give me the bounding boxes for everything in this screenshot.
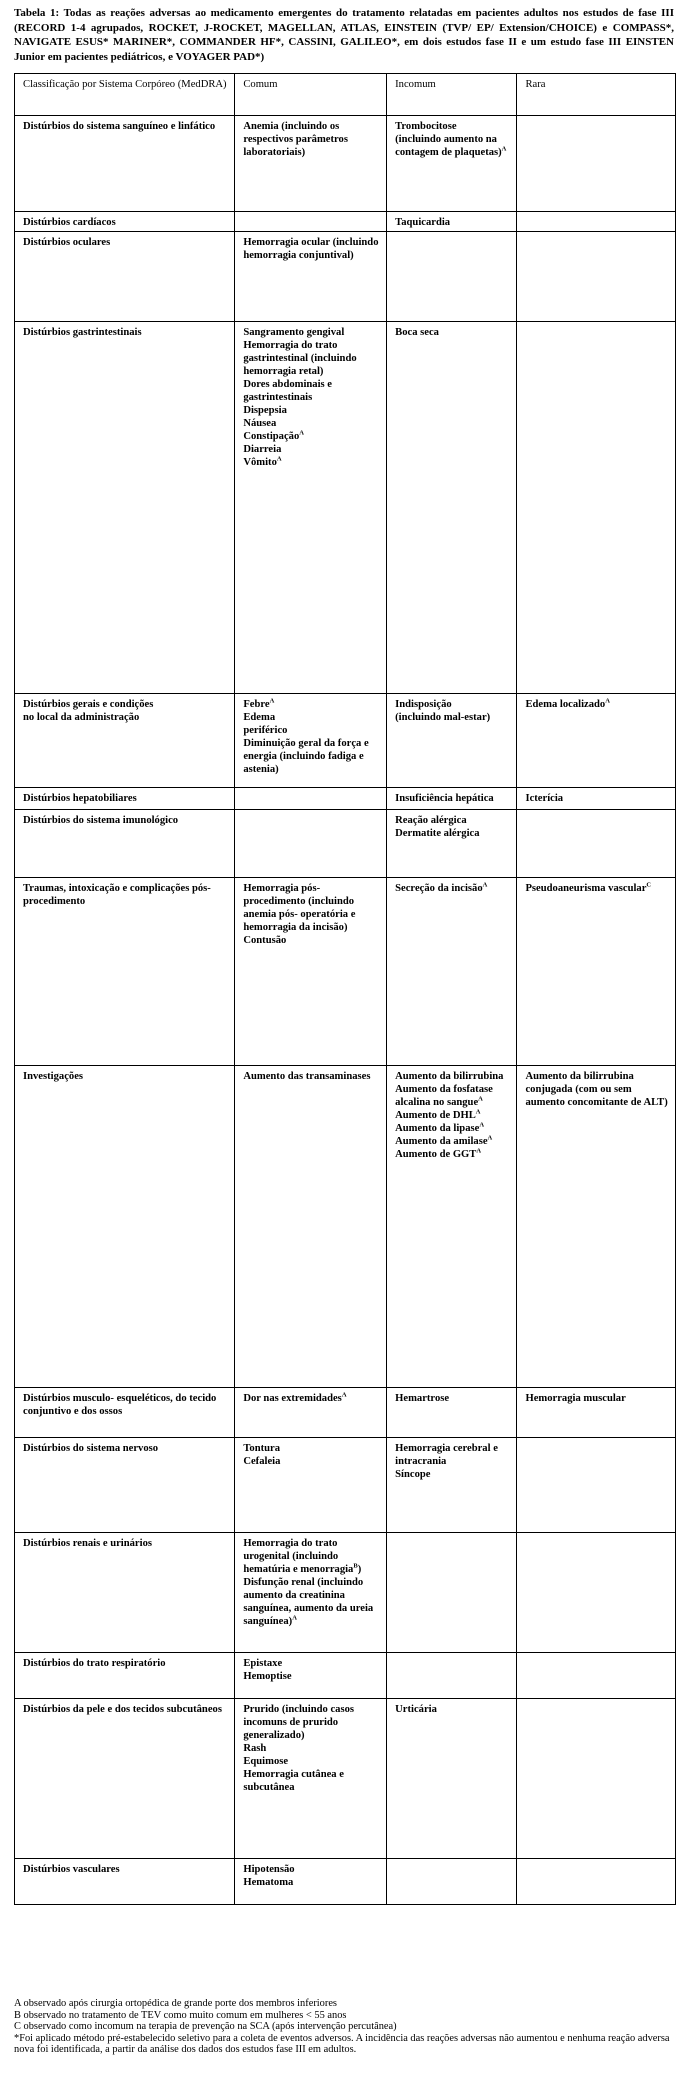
reaction-text: Aumento de DHL [395, 1110, 476, 1121]
reaction-entry [395, 216, 510, 229]
reaction-text: Boca seca [395, 327, 439, 338]
reaction-text: Aumento da fosfatase alcalina no sangue [395, 1084, 493, 1108]
header-incomum: Incomum [387, 74, 517, 116]
comum-cell [235, 1653, 387, 1699]
reaction-entry [243, 1070, 380, 1083]
reaction-entry [395, 1148, 510, 1161]
reaction-entry [243, 236, 380, 262]
reaction-text: Síncope [395, 1469, 431, 1480]
incomum-cell [387, 1699, 517, 1859]
reaction-entry [395, 1392, 510, 1405]
reaction-text: Constipação [243, 431, 300, 442]
incomum-cell [387, 694, 517, 788]
reaction-text: Hematoma [243, 1877, 294, 1888]
footnote-marker: A [482, 881, 488, 889]
footnote-b: B observado no tratamento de TEV como muito comum em mulheres < 55 anos [14, 2009, 347, 2021]
reaction-entry [395, 326, 510, 339]
reaction-entry [395, 1070, 510, 1083]
reaction-entry [243, 1742, 380, 1755]
reaction-text: Reação alérgica [395, 815, 467, 826]
rara-cell [517, 116, 676, 212]
footnote-c: C observado como incomum na terapia de prevenção na SCA (após intervenção percutânea) [14, 2021, 397, 2033]
reaction-entry [395, 120, 510, 133]
reaction-entry [243, 443, 380, 456]
reaction-text: Hemorragia muscular [525, 1393, 626, 1404]
rara-cell [517, 694, 676, 788]
reaction-text: Aumento da bilirrubina conjugada (com ou sem aumento concomitante de ALT) [525, 1071, 668, 1108]
table-row [15, 1438, 676, 1533]
incomum-cell [387, 1653, 517, 1699]
reaction-entry [243, 430, 380, 443]
reaction-entry [243, 1442, 380, 1455]
rara-cell [517, 1388, 676, 1438]
incomum-cell [387, 212, 517, 232]
header-rara: Rara [517, 74, 676, 116]
comum-cell [235, 1388, 387, 1438]
reaction-text: Febre [243, 699, 270, 710]
table-row [15, 788, 676, 810]
footnote-marker: A [501, 145, 507, 153]
soc-cell [15, 1859, 235, 1905]
reaction-text: Edema localizado [525, 699, 606, 710]
reaction-text: Icterícia [525, 793, 564, 804]
reaction-text: Dispepsia [243, 405, 287, 416]
soc-cell [15, 1066, 235, 1388]
soc-label: Distúrbios cardíacos [23, 217, 116, 228]
soc-label: Distúrbios da pele e dos tecidos subcutâneos [23, 1704, 222, 1715]
reaction-text: Secreção da incisão [395, 883, 483, 894]
header-comum: Comum [235, 74, 387, 116]
footnote-asterisk: *Foi aplicado método pré-estabelecido seletivo para a coleta de eventos adversos. A incidência das reações adversas não aumentou e nenhuma reação adversa nova foi identificada, a partir da análise dos dados dos estudos fase III em adultos. [14, 2032, 670, 2056]
rara-cell [517, 322, 676, 694]
reaction-entry [243, 1768, 380, 1794]
reaction-entry [243, 724, 380, 737]
footnote-marker: A [299, 429, 304, 437]
table-caption: Tabela 1: Todas as reações adversas ao medicamento emergentes do tratamento relatadas em pacientes adultos nos estudos de fase III (RECORD 1-4 agrupados, ROCKET, J-ROCKET, MAGELLAN, ATLAS, EINSTEIN (TVP/ EP/ Extension/CHOICE) e COMPASS*, NAVIGATE ESUS* MARINER*, COMMANDER HF*, CASSINI, GALILEO*, em dois estudos fase II e um estudo fase III EINSTEN Junior em pacientes pediátricos, e VOYAGER PAD*) [14, 7, 674, 63]
footnote-marker: A [341, 1391, 347, 1399]
reaction-entry [243, 882, 380, 934]
footnote-marker: A [292, 1614, 297, 1622]
table-row [15, 1066, 676, 1388]
table-header-row [15, 74, 676, 116]
table-row [15, 116, 676, 212]
soc-label: Distúrbios gerais e condições [23, 699, 154, 710]
incomum-cell [387, 116, 517, 212]
incomum-cell [387, 878, 517, 1066]
reaction-text: (incluindo aumento na contagem de plaquetas) [395, 134, 502, 158]
soc-cell [15, 232, 235, 322]
soc-label: Traumas, intoxicação e complicações pós- procedimento [23, 883, 211, 907]
reaction-entry [243, 326, 380, 339]
table-body [15, 116, 676, 1905]
reaction-text: Epistaxe [243, 1658, 283, 1669]
soc-cell [15, 1653, 235, 1699]
soc-label: Investigações [23, 1071, 84, 1082]
soc-label: Distúrbios do sistema nervoso [23, 1443, 159, 1454]
reaction-text: Hemorragia cerebral e intracrania [395, 1443, 498, 1467]
comum-cell [235, 694, 387, 788]
rara-cell [517, 1533, 676, 1653]
soc-label: Distúrbios musculo- esqueléticos, do tecido conjuntivo e dos ossos [23, 1393, 217, 1417]
footnote-marker: B [353, 1562, 358, 1570]
incomum-cell [387, 1533, 517, 1653]
reaction-entry [243, 1455, 380, 1468]
footnote-marker: A [487, 1134, 493, 1142]
incomum-cell [387, 1388, 517, 1438]
reaction-text: Hemorragia do trato urogenital (incluindo hematúria e menorragia [243, 1538, 354, 1575]
reaction-text: Hemartrose [395, 1393, 450, 1404]
reaction-text: Aumento da bilirrubina [395, 1071, 504, 1082]
comum-cell [235, 1533, 387, 1653]
reaction-entry [243, 120, 380, 159]
reaction-entry [243, 1863, 380, 1876]
reaction-text: Taquicardia [395, 217, 451, 228]
footnote-a: A observado após cirurgia ortopédica de grande porte dos membros inferiores [14, 1998, 337, 2009]
rara-cell [517, 878, 676, 1066]
table-row [15, 810, 676, 878]
footnote-marker: A [276, 455, 282, 463]
reaction-entry [243, 417, 380, 430]
reaction-entry [525, 792, 669, 805]
incomum-cell [387, 810, 517, 878]
rara-cell [517, 1438, 676, 1533]
table-row [15, 878, 676, 1066]
reaction-entry [395, 1083, 510, 1109]
soc-label: Distúrbios hepatobiliares [23, 793, 137, 804]
soc-cell [15, 212, 235, 232]
incomum-cell [387, 232, 517, 322]
reaction-text: Equimose [243, 1756, 289, 1767]
reaction-text: Sangramento gengival [243, 327, 345, 338]
soc-cell [15, 116, 235, 212]
rara-cell [517, 212, 676, 232]
footnote-marker: A [475, 1108, 481, 1116]
reaction-text: Dermatite alérgica [395, 828, 480, 839]
reaction-text: Edema [243, 712, 276, 723]
incomum-cell [387, 788, 517, 810]
rara-cell [517, 810, 676, 878]
reaction-text: Anemia (incluindo os respectivos parâmetros laboratoriais) [243, 121, 348, 158]
reaction-text: Pseudoaneurisma vascular [525, 883, 647, 894]
soc-label: Distúrbios oculares [23, 237, 111, 248]
reaction-text: Prurido (incluindo casos incomuns de prurido generalizado) [243, 1704, 354, 1741]
reaction-entry [243, 339, 380, 378]
footnote-marker: A [476, 1147, 482, 1155]
table-row [15, 232, 676, 322]
table-row [15, 212, 676, 232]
reaction-text: Hemorragia cutânea e subcutânea [243, 1769, 344, 1793]
incomum-cell [387, 1859, 517, 1905]
reaction-text: Aumento das transaminases [243, 1071, 371, 1082]
reaction-text-suffix: ) [357, 1564, 362, 1575]
comum-cell [235, 212, 387, 232]
reaction-text: Trombocitose [395, 121, 457, 132]
rara-cell [517, 1699, 676, 1859]
reaction-text: Insuficiência hepática [395, 793, 494, 804]
reaction-text: Hipotensão [243, 1864, 295, 1875]
footnote-marker: A [478, 1095, 483, 1103]
reaction-text: Urticária [395, 1704, 437, 1715]
reaction-text: Aumento da lipase [395, 1123, 480, 1134]
footnote-marker: C [646, 881, 652, 889]
soc-label: Distúrbios gastrintestinais [23, 327, 142, 338]
comum-cell [235, 1066, 387, 1388]
reaction-text: Dores abdominais e gastrintestinais [243, 379, 333, 403]
reaction-text: Dor nas extremidades [243, 1393, 342, 1404]
reaction-entry [243, 711, 380, 724]
reaction-text: Tontura [243, 1443, 281, 1454]
soc-cell [15, 1438, 235, 1533]
footnote-marker: A [479, 1121, 485, 1129]
reaction-entry [395, 1703, 510, 1716]
reaction-entry [243, 1657, 380, 1670]
reaction-entry [525, 1070, 669, 1109]
comum-cell [235, 1699, 387, 1859]
soc-cell [15, 788, 235, 810]
footnote-marker: A [269, 697, 275, 705]
table-row [15, 1859, 676, 1905]
reaction-entry [243, 1755, 380, 1768]
reaction-text: Diarreia [243, 444, 282, 455]
soc-label: Distúrbios do sistema imunológico [23, 815, 179, 826]
table-row [15, 322, 676, 694]
reaction-text: Disfunção renal (incluindo aumento da creatinina sanguínea, aumento da ureia sanguínea) [243, 1577, 374, 1627]
incomum-cell [387, 1438, 517, 1533]
soc-label: Distúrbios renais e urinários [23, 1538, 152, 1549]
footnote-marker: A [605, 697, 610, 705]
table-row [15, 1653, 676, 1699]
reaction-entry [243, 404, 380, 417]
table-row [15, 1699, 676, 1859]
reaction-text: Aumento da amilase [395, 1136, 488, 1147]
reaction-text: Hemorragia pós-procedimento (incluindo anemia pós- operatória e hemorragia da incisão) [243, 883, 356, 933]
reaction-entry [395, 133, 510, 159]
header-soc: Classificação por Sistema Corpóreo (MedDRA) [15, 74, 235, 116]
reaction-text: Hemorragia do trato gastrintestinal (incluindo hemorragia retal) [243, 340, 357, 377]
reaction-text: Cefaleia [243, 1456, 281, 1467]
reaction-text: Hemorragia ocular (incluindo hemorragia conjuntival) [243, 237, 379, 261]
reaction-entry [243, 1392, 380, 1405]
reaction-entry [395, 882, 510, 895]
comum-cell [235, 810, 387, 878]
reaction-entry [395, 698, 510, 711]
reaction-text: (incluindo mal-estar) [395, 712, 491, 723]
comum-cell [235, 1438, 387, 1533]
reaction-entry [243, 934, 380, 947]
reaction-text: Diminuição geral da força e energia (incluindo fadiga e astenia) [243, 738, 369, 775]
reaction-entry [395, 792, 510, 805]
reaction-text: Hemoptise [243, 1671, 292, 1682]
reaction-entry [243, 1537, 380, 1576]
comum-cell [235, 232, 387, 322]
rara-cell [517, 1066, 676, 1388]
reaction-text: periférico [243, 725, 288, 736]
reaction-entry [395, 1122, 510, 1135]
soc-cell [15, 322, 235, 694]
soc-cell [15, 1533, 235, 1653]
reaction-entry [243, 1670, 380, 1683]
reaction-entry [395, 1468, 510, 1481]
reaction-text: Rash [243, 1743, 267, 1754]
soc-cell [15, 1388, 235, 1438]
reaction-entry [243, 698, 380, 711]
soc-label: Distúrbios vasculares [23, 1864, 120, 1875]
reaction-entry [395, 827, 510, 840]
comum-cell [235, 788, 387, 810]
reaction-entry [525, 698, 669, 711]
reaction-entry [243, 456, 380, 469]
table-row [15, 1388, 676, 1438]
reaction-text: Vômito [243, 457, 277, 468]
reaction-entry [243, 1876, 380, 1889]
table-row [15, 1533, 676, 1653]
soc-cell [15, 810, 235, 878]
soc-label: Distúrbios do trato respiratório [23, 1658, 166, 1669]
rara-cell [517, 232, 676, 322]
soc-cell [15, 1699, 235, 1859]
reaction-entry [243, 1576, 380, 1628]
reaction-text: Contusão [243, 935, 287, 946]
comum-cell [235, 878, 387, 1066]
soc-label: Distúrbios do sistema sanguíneo e linfático [23, 121, 216, 132]
rara-cell [517, 788, 676, 810]
soc-cell [15, 878, 235, 1066]
reaction-entry [395, 1135, 510, 1148]
comum-cell [235, 322, 387, 694]
reaction-entry [243, 737, 380, 776]
comum-cell [235, 1859, 387, 1905]
incomum-cell [387, 322, 517, 694]
adverse-reactions-table [14, 73, 676, 1905]
reaction-entry [525, 882, 669, 895]
reaction-text: Indisposição [395, 699, 452, 710]
footnotes [14, 1998, 674, 2056]
reaction-entry [395, 711, 510, 724]
rara-cell [517, 1859, 676, 1905]
reaction-entry [525, 1392, 669, 1405]
reaction-entry [395, 1442, 510, 1468]
soc-cell [15, 694, 235, 788]
reaction-entry [243, 1703, 380, 1742]
reaction-text: Aumento de GGT [395, 1149, 477, 1160]
reaction-entry [395, 814, 510, 827]
reaction-entry [243, 378, 380, 404]
reaction-text: Náusea [243, 418, 277, 429]
incomum-cell [387, 1066, 517, 1388]
table-row [15, 694, 676, 788]
soc-label: no local da administração [23, 712, 140, 723]
rara-cell [517, 1653, 676, 1699]
reaction-entry [395, 1109, 510, 1122]
comum-cell [235, 116, 387, 212]
